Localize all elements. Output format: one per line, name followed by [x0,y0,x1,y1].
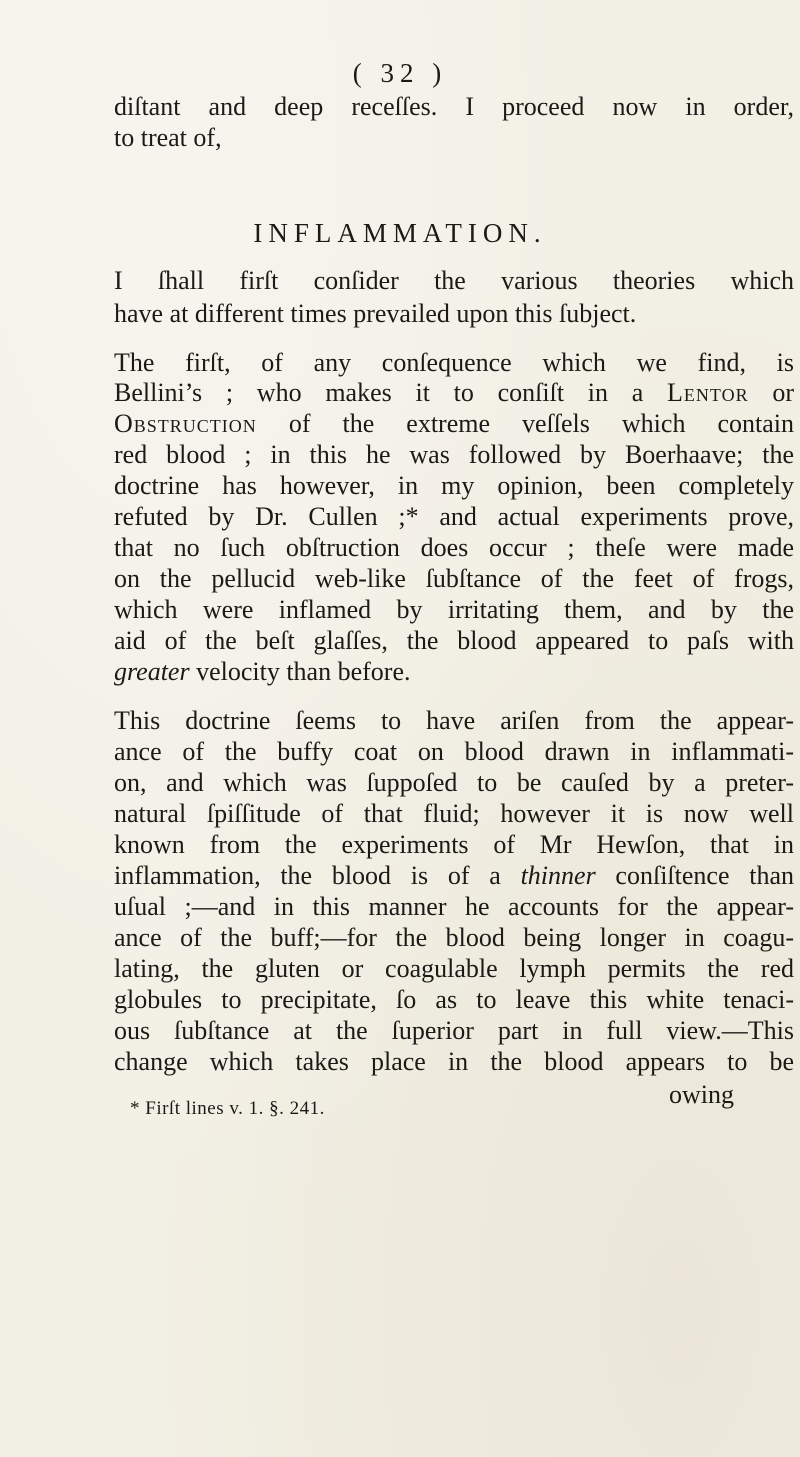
small-caps-term: Lentor [667,378,749,407]
page-number: ( 32 ) [352,58,448,88]
text-line: red blood ; in this he was followed by Boerhaave; the [114,440,794,469]
text-line: ance of the buffy coat on blood drawn in inflammati- [114,737,794,766]
text-line: doctrine has however, in my opinion, been completely [114,471,794,500]
footnote: * Firſt lines v. 1. §. 241. [130,1098,325,1119]
text-line: The firſt, of any conſequence which we find, is [114,348,794,377]
text-line: natural ſpiſſitude of that fluid; however it is now well [114,799,794,828]
italic-term: greater [114,657,190,686]
text-line: aid of the beſt glaſſes, the blood appeared to paſs with [114,626,794,655]
text-line: on the pellucid web-like ſubſtance of the feet of frogs, [114,564,794,593]
text-line: refuted by Dr. Cullen ;* and actual experiments prove, [114,502,794,531]
text-run: or [748,378,794,407]
text-line: which were inflamed by irritating them, and by the [114,595,794,624]
text-line [114,378,794,408]
text-run: Bellini’s ; who makes it to conſiſt in a [114,378,668,407]
text-line: that no ſuch obſtruction does occur ; theſe were made [114,533,794,562]
text-line: on, and which was ſuppoſed to be cauſed by a preter- [114,768,794,797]
text-line: ance of the buff;—for the blood being longer in coagu- [114,923,794,952]
text-run: of the extreme veſſels which contain [256,409,794,438]
text-line: globules to precipitate, ſo as to leave this white tenaci- [114,985,794,1014]
text-line: This doctrine ſeems to have ariſen from the appear- [114,706,794,735]
text-line: diſtant and deep receſſes. I proceed now in order, [114,92,794,121]
text-run: velocity than before. [189,657,411,686]
text-line: change which takes place in the blood appears to be [114,1047,794,1076]
text-line [114,861,794,891]
text-line: have at different times prevailed upon this ſubject. [114,299,637,328]
text-line [114,657,411,687]
text-line: known from the experiments of Mr Hewſon, that in [114,830,794,859]
italic-term: thinner [520,861,596,890]
text-line: ous ſubſtance at the ſuperior part in full view.—This [114,1016,794,1045]
text-line: to treat of, [114,123,222,152]
catchword: owing [669,1080,734,1109]
text-line: uſual ;—and in this manner he accounts for the appear- [114,892,794,921]
section-heading: INFLAMMATION. [253,218,547,248]
text-line [114,409,794,439]
small-caps-term: Obstruction [114,409,257,438]
text-run: inflammation, the blood is of a [114,861,521,890]
text-run: conſiſtence than [595,861,794,890]
text-line: lating, the gluten or coagulable lymph permits the red [114,954,794,983]
text-line: I ſhall firſt conſider the various theories which [114,266,794,295]
